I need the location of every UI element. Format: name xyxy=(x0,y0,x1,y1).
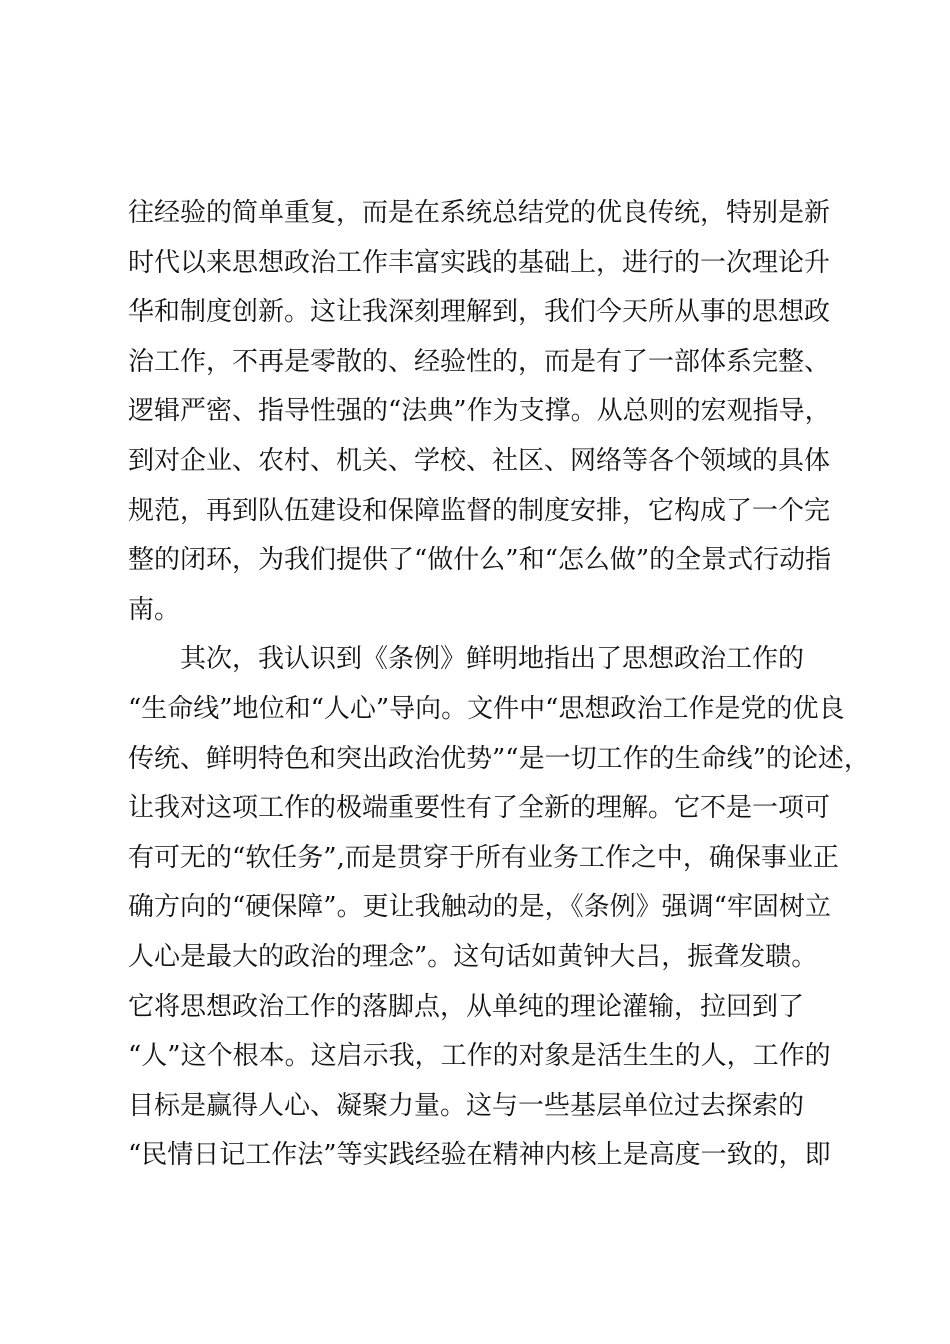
paragraph-2-line-5: 有可无的“软任务”,而是贯穿于所有业务工作之中，确保事业正 xyxy=(128,842,839,873)
paragraph-2-line-2: “生命线”地位和“人心”导向。文件中“思想政治工作是党的优良 xyxy=(128,693,845,724)
paragraph-2-line-10: 目标是赢得人心、凝聚力量。这与一些基层单位过去探索的 xyxy=(128,1090,805,1121)
paragraph-1-line-8: 整的闭环，为我们提供了“做什么”和“怎么做”的全景式行动指 xyxy=(128,545,832,576)
paragraph-1-line-3: 华和制度创新。这让我深刻理解到，我们今天所从事的思想政 xyxy=(128,297,831,328)
paragraph-1-line-5: 逻辑严密、指导性强的“法典”作为支撑。从总则的宏观指导， xyxy=(128,396,831,427)
paragraph-2-line-1: 其次，我认识到《条例》鲜明地指出了思想政治工作的 xyxy=(180,644,805,675)
paragraph-2-line-9: “人”这个根本。这启示我，工作的对象是活生生的人，工作的 xyxy=(128,1041,831,1072)
paragraph-1-line-4: 治工作，不再是零散的、经验性的，而是有了一部体系完整、 xyxy=(128,346,831,377)
paragraph-2-line-3: 传统、鲜明特色和突出政治优势”“是一切工作的生命线”的论述， xyxy=(128,743,870,774)
paragraph-2-line-4: 让我对这项工作的极端重要性有了全新的理解。它不是一项可 xyxy=(128,793,831,824)
paragraph-2-line-6: 确方向的“硬保障”。更让我触动的是，《条例》强调“牢固树立 xyxy=(128,892,831,923)
document-body xyxy=(128,189,870,1181)
paragraph-1-line-1: 往经验的简单重复，而是在系统总结党的优良传统，特别是新 xyxy=(128,198,831,228)
paragraph-2-line-11: “民情日记工作法”等实践经验在精神内核上是高度一致的，即 xyxy=(128,1140,831,1171)
paragraph-2 xyxy=(128,635,870,1181)
paragraph-2-line-7: 人心是最大的政治的理念”。这句话如黄钟大吕，振聋发聩。 xyxy=(128,941,818,972)
paragraph-1-line-6: 到对企业、农村、机关、学校、社区、网络等各个领域的具体 xyxy=(128,445,831,476)
paragraph-1-line-9: 南。 xyxy=(128,594,181,625)
paragraph-2-line-8: 它将思想政治工作的落脚点，从单纯的理论灌输，拉回到了 xyxy=(128,991,805,1022)
paragraph-1-line-7: 规范，再到队伍建设和保障监督的制度安排，它构成了一个完 xyxy=(128,495,831,526)
paragraph-1-line-2: 时代以来思想政治工作丰富实践的基础上，进行的一次理论升 xyxy=(128,247,831,278)
paragraph-1 xyxy=(128,189,838,635)
